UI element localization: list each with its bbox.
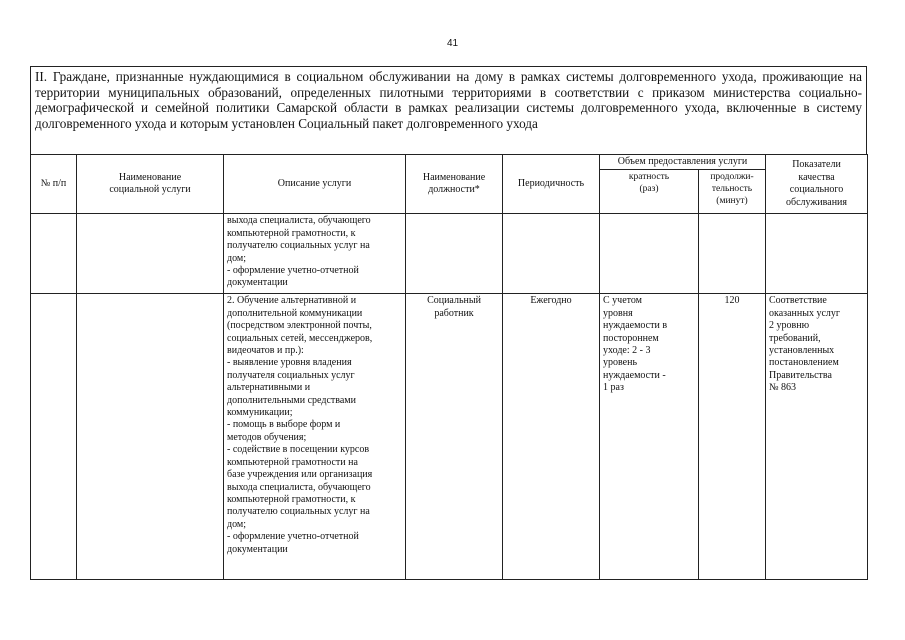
cell-num (31, 294, 77, 580)
cell-multiplicity (600, 214, 699, 294)
header-position: Наименование должности* (406, 155, 503, 214)
cell-description: выхода специалиста, обучающего компьютерной грамотности, к получателю социальных услуг на дом; - оформление учетно-отчетной документации (224, 214, 406, 294)
header-description: Описание услуги (224, 155, 406, 214)
cell-multiplicity: С учетом уровня нуждаемости в постороннем уходе: 2 - 3 уровень нуждаемости - 1 раз (600, 294, 699, 580)
header-service-name: Наименование социальной услуги (77, 155, 224, 214)
page-number: 41 (446, 38, 459, 49)
header-quality: Показатели качества социального обслуживания (766, 155, 868, 214)
table-row (31, 294, 868, 580)
services-table (30, 154, 868, 580)
cell-periodicity: Ежегодно (503, 294, 600, 580)
table-row (31, 214, 868, 294)
cell-quality (766, 214, 868, 294)
cell-periodicity (503, 214, 600, 294)
cell-duration: 120 (699, 294, 766, 580)
header-num: № п/п (31, 155, 77, 214)
header-multiplicity: кратность (раз) (600, 170, 699, 214)
cell-duration (699, 214, 766, 294)
cell-position: Социальный работник (406, 294, 503, 580)
cell-position (406, 214, 503, 294)
document-table-frame (30, 66, 867, 580)
cell-quality: Соответствие оказанных услуг 2 уровню требований, установленных постановлением Правительства № 863 (766, 294, 868, 580)
cell-description: 2. Обучение альтернативной и дополнительной коммуникации (посредством электронной почты, социальных сетей, мессенджеров, видеочатов и пр.): - выявление уровня владения получателя социальных услуг альтернативными и дополнительными средствами коммуникации; - помощь в выборе форм и методов обучения; - содействие в посещении курсов компьютерной грамотности на базе учреждения или организация выхода специалиста, обучающего компьютерной грамотности, к получателю социальных услуг на дом; - оформление учетно-отчетной документации (224, 294, 406, 580)
cell-num (31, 214, 77, 294)
header-duration: продолжи- тельность (минут) (699, 170, 766, 214)
cell-service-name (77, 294, 224, 580)
header-volume: Объем предоставления услуги (600, 155, 766, 170)
cell-service-name (77, 214, 224, 294)
header-periodicity: Периодичность (503, 155, 600, 214)
section-title: II. Граждане, признанные нуждающимися в социальном обслуживании на дому в рамках системы долговременного ухода, проживающие на территории муниципальных образований, определенных пилотными территориями в соответствии с приказом министерства социально-демографической и семейной политики Самарской области в рамках реализации системы долговременного ухода, включенные в систему долговременного ухода и которым установлен Социальный пакет долговременного ухода (30, 66, 867, 154)
